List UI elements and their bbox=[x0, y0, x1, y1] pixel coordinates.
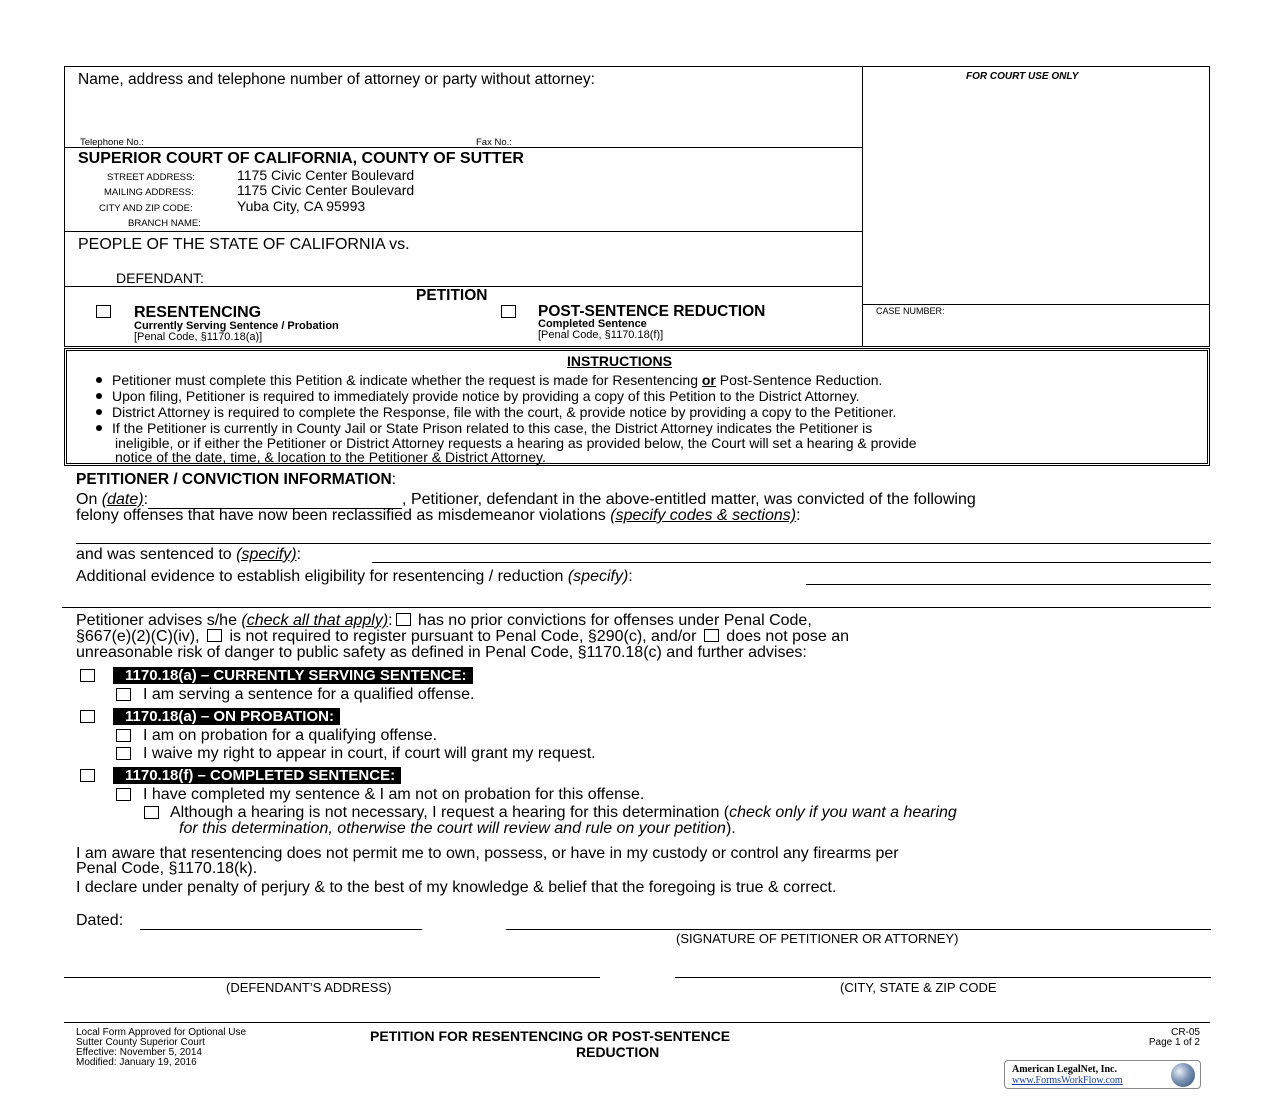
not-required-register-checkbox[interactable] bbox=[207, 629, 222, 642]
instruction-bullet-4-line2: ineligible, or if either the Petitioner or District Attorney requests a hearing as provided below, the Court will set a hearing & provide bbox=[115, 435, 917, 451]
footer-effective: Effective: November 5, 2014 bbox=[76, 1047, 202, 1058]
probation-qualifying-text: I am on probation for a qualifying offense. bbox=[143, 727, 438, 744]
post-sentence-checkbox[interactable] bbox=[501, 305, 516, 318]
footer-title-2: REDUCTION bbox=[576, 1044, 660, 1060]
footer-modified: Modified: January 19, 2016 bbox=[76, 1057, 197, 1068]
sentenced-line: and was sentenced to (specify): bbox=[76, 546, 302, 563]
serving-qualified-text: I am serving a sentence for a qualified offense. bbox=[143, 686, 475, 703]
court-use-label: FOR COURT USE ONLY bbox=[966, 71, 1079, 82]
city-zip-value: Yuba City, CA 95993 bbox=[237, 198, 366, 214]
offenses-field[interactable] bbox=[76, 543, 1211, 544]
dated-label: Dated: bbox=[76, 912, 124, 929]
logo-company: American LegalNet, Inc. bbox=[1012, 1064, 1117, 1075]
completed-sentence-title: 1170.18(f) – COMPLETED SENTENCE: bbox=[113, 767, 401, 784]
instruction-bullet-2: Upon filing, Petitioner is required to immediately provide notice by providing a copy of this Petition to the District Attorney. bbox=[96, 388, 860, 404]
evidence-field-line-2[interactable] bbox=[62, 607, 1211, 608]
post-sentence-title: POST-SENTENCE REDUCTION bbox=[538, 303, 766, 320]
mailing-label: MAILING ADDRESS: bbox=[104, 187, 194, 198]
globe-icon bbox=[1171, 1063, 1195, 1087]
on-probation-title: 1170.18(a) – ON PROBATION: bbox=[113, 708, 340, 725]
instruction-bullet-4: If the Petitioner is currently in County Jail or State Prison related to this case, the District Attorney indicates the Petitioner is bbox=[96, 420, 872, 436]
city-zip-label: CITY AND ZIP CODE: bbox=[99, 203, 193, 214]
no-danger-checkbox[interactable] bbox=[704, 629, 719, 642]
attorney-label: Name, address and telephone number of attorney or party without attorney: bbox=[78, 71, 595, 88]
request-hearing-text-2: for this determination, otherwise the court will review and rule on your petition). bbox=[179, 820, 736, 837]
instruction-bullet-4-line3: notice of the date, time, & location to the Petitioner & District Attorney. bbox=[115, 449, 546, 465]
instructions-title: INSTRUCTIONS bbox=[567, 353, 672, 369]
instruction-bullet-1: Petitioner must complete this Petition & indicate whether the request is made for Resentencing or Post-Sentence Reduction. bbox=[96, 372, 882, 388]
waive-appearance-checkbox[interactable] bbox=[116, 747, 131, 760]
on-probation-checkbox[interactable] bbox=[80, 710, 95, 723]
telephone-label: Telephone No.: bbox=[80, 137, 144, 148]
request-hearing-checkbox[interactable] bbox=[144, 806, 159, 819]
instruction-bullet-3: District Attorney is required to complete the Response, file with the court, & provide notice by providing a copy to the Petitioner. bbox=[96, 404, 896, 420]
street-label: STREET ADDRESS: bbox=[107, 172, 195, 183]
defendant-address-field[interactable] bbox=[64, 977, 600, 978]
footer-approval-1: Local Form Approved for Optional Use bbox=[76, 1027, 247, 1038]
street-value: 1175 Civic Center Boulevard bbox=[237, 167, 415, 183]
signature-field[interactable] bbox=[506, 929, 1211, 930]
defendant-label: DEFENDANT: bbox=[116, 270, 204, 286]
serving-sentence-checkbox[interactable] bbox=[80, 669, 95, 682]
footer-approval-2: Sutter County Superior Court bbox=[76, 1037, 205, 1048]
signature-label: (SIGNATURE OF PETITIONER OR ATTORNEY) bbox=[676, 931, 959, 946]
resentencing-checkbox[interactable] bbox=[96, 305, 111, 318]
waive-appearance-text: I waive my right to appear in court, if court will grant my request. bbox=[143, 745, 596, 762]
bullet-icon bbox=[96, 425, 102, 431]
completed-sentence-checkbox[interactable] bbox=[80, 769, 95, 782]
no-prior-convictions-checkbox[interactable] bbox=[396, 613, 411, 626]
people-label: PEOPLE OF THE STATE OF CALIFORNIA vs. bbox=[78, 236, 410, 253]
serving-qualified-checkbox[interactable] bbox=[116, 688, 131, 701]
sentence-field[interactable] bbox=[372, 562, 1211, 563]
resentencing-title: RESENTENCING bbox=[134, 304, 262, 321]
footer-rule bbox=[64, 1022, 1210, 1023]
resentencing-code: [Penal Code, §1170.18(a)] bbox=[134, 331, 263, 343]
page-number: Page 1 of 2 bbox=[1148, 1037, 1200, 1048]
bullet-icon bbox=[96, 409, 102, 415]
dated-field[interactable] bbox=[140, 929, 422, 930]
resentencing-sub: Currently Serving Sentence / Probation bbox=[134, 320, 339, 332]
conviction-line-2: felony offenses that have now been reclassified as misdemeanor violations (specify codes & sections): bbox=[76, 507, 801, 524]
perjury-text: I declare under penalty of perjury & to the best of my knowledge & belief that the foregoing is true & correct. bbox=[76, 879, 837, 896]
court-name: SUPERIOR COURT OF CALIFORNIA, COUNTY OF SUTTER bbox=[78, 150, 524, 167]
request-hearing-text: Although a hearing is not necessary, I request a hearing for this determination (check only if you want a hearing bbox=[170, 804, 957, 821]
advises-line-1: Petitioner advises s/he (check all that apply): has no prior convictions for offenses under Penal Code, bbox=[76, 612, 812, 629]
petition-title: PETITION bbox=[416, 287, 488, 304]
advises-line-2: §667(e)(2)(C)(iv), is not required to register pursuant to Penal Code, §290(c), and/or does not pose an bbox=[76, 628, 850, 645]
conviction-line-1: On (date): , Petitioner, defendant in the above-entitled matter, was convicted of the following bbox=[76, 491, 976, 508]
post-sentence-sub: Completed Sentence bbox=[538, 318, 647, 330]
petitioner-heading: PETITIONER / CONVICTION INFORMATION: bbox=[76, 471, 397, 488]
footer-title: PETITION FOR RESENTENCING OR POST-SENTENCE bbox=[370, 1028, 731, 1044]
firearms-text-2: Penal Code, §1170.18(k). bbox=[76, 860, 258, 877]
fax-label: Fax No.: bbox=[476, 137, 512, 148]
completed-not-probation-text: I have completed my sentence & I am not on probation for this offense. bbox=[143, 786, 645, 803]
serving-sentence-title: 1170.18(a) – CURRENTLY SERVING SENTENCE: bbox=[113, 667, 473, 684]
city-state-zip-label: (CITY, STATE & ZIP CODE bbox=[840, 980, 997, 995]
post-sentence-code: [Penal Code, §1170.18(f)] bbox=[538, 329, 664, 341]
form-id: CR-05 bbox=[1171, 1027, 1200, 1038]
legalnet-logo[interactable] bbox=[1004, 1060, 1201, 1089]
completed-not-probation-checkbox[interactable] bbox=[116, 788, 131, 801]
branch-label: BRANCH NAME: bbox=[128, 218, 201, 229]
additional-evidence-field[interactable] bbox=[806, 584, 1211, 585]
advises-line-3: unreasonable risk of danger to public safety as defined in Penal Code, §1170.18(c) and further advises: bbox=[76, 644, 807, 661]
city-state-zip-field[interactable] bbox=[675, 977, 1211, 978]
mailing-value: 1175 Civic Center Boulevard bbox=[237, 182, 415, 198]
defendant-address-label: (DEFENDANT’S ADDRESS) bbox=[226, 980, 392, 995]
bullet-icon bbox=[96, 393, 102, 399]
firearms-text: I am aware that resentencing does not permit me to own, possess, or have in my custody or control any firearms per bbox=[76, 845, 899, 862]
additional-evidence-line: Additional evidence to establish eligibility for resentencing / reduction (specify): bbox=[76, 568, 633, 585]
case-number-label: CASE NUMBER: bbox=[876, 306, 945, 316]
logo-url: www.FormsWorkFlow.com bbox=[1012, 1075, 1123, 1086]
probation-qualifying-checkbox[interactable] bbox=[116, 729, 131, 742]
bullet-icon bbox=[96, 377, 102, 383]
